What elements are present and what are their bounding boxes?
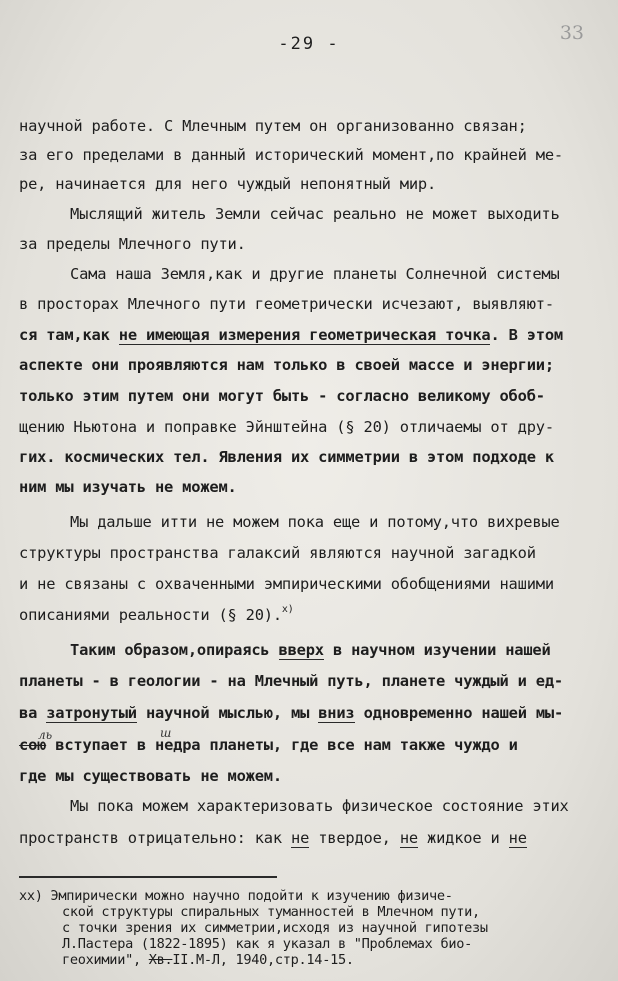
text-segment: вступает в недра планеты, где все нам также чуждо и: [55, 736, 518, 754]
text-line: структуры пространства галаксий являются научной загадкой: [19, 544, 536, 562]
footnote-line: с точки зрения их симметрии,исходя из научной гипотезы: [62, 920, 488, 936]
footnote-marker: х): [281, 604, 294, 615]
text-line: гих. космических тел. Явления их симметрии в этом подходе к: [19, 448, 554, 466]
text-line: [19, 326, 599, 344]
footnote-line: Л.Пастера (1822-1895) как я указал в "Проблемах био-: [62, 936, 472, 952]
text-line: Мы дальше итти не можем пока еще и потому,что вихревые: [70, 513, 560, 531]
underlined-phrase: не имеющая измерения геометрическая точка: [118, 326, 491, 344]
text-line: где мы существовать не можем.: [19, 767, 282, 785]
text-line: Сама наша Земля,как и другие планеты Солнечной системы: [70, 265, 560, 283]
struck-text: сою: [19, 736, 47, 754]
text-line: Мы пока можем характеризовать физическое состояние этих: [70, 797, 569, 815]
text-segment: одновременно нашей мы-: [363, 704, 564, 722]
text-segment: научной мыслью, мы: [145, 704, 310, 722]
underlined-word: вверх: [278, 641, 324, 659]
text-line: и не связаны с охваченными эмпирическими обобщениями нашими: [19, 575, 554, 593]
text-line: [70, 641, 600, 659]
text-segment: . В этом: [490, 326, 563, 344]
text-line: Мыслящий житель Земли сейчас реально не может выходить: [70, 205, 560, 223]
text-segment: жидкое и: [427, 829, 500, 847]
text-line: аспекте они проявляются нам только в своей массе и энергии;: [19, 356, 554, 374]
text-segment: ся там,как: [19, 326, 110, 344]
text-line: щению Ньютона и поправке Эйнштейна (§ 20) отличаемы от дру-: [19, 418, 554, 436]
text-line: за пределы Млечного пути.: [19, 235, 246, 253]
text-segment: твердое,: [318, 829, 391, 847]
underlined-word: не: [508, 829, 527, 847]
handwritten-mark: ш: [160, 726, 172, 740]
underlined-word: не: [291, 829, 310, 847]
text-line: ре, начинается для него чуждый непонятный мир.: [19, 175, 437, 193]
text-line: [19, 829, 599, 847]
text-line: [19, 606, 599, 624]
underlined-word: вниз: [318, 704, 355, 722]
footnote-separator: [19, 876, 277, 878]
text-line: планеты - в геологии - на Млечный путь, планете чуждый и ед-: [19, 672, 563, 690]
text-segment: ва: [19, 704, 38, 722]
underlined-word: не: [399, 829, 418, 847]
text-line: [19, 736, 599, 754]
footnote-line: ской структуры спиральных туманностей в Млечном пути,: [62, 904, 480, 920]
text-line: за его пределами в данный исторический момент,по крайней ме-: [19, 146, 563, 164]
text-line: [19, 704, 599, 722]
text-segment: II.М-Л, 1940,стр.14-15.: [172, 952, 354, 968]
handwritten-correction: ль: [38, 728, 53, 742]
archive-page-number: 33: [559, 22, 584, 44]
text-segment: Таким образом,опираясь: [70, 641, 270, 659]
text-segment: описаниями реальности (§ 20).: [19, 606, 282, 624]
footnote-line: [62, 952, 618, 968]
text-line: ним мы изучать не можем.: [19, 478, 237, 496]
text-line: в просторах Млечного пути геометрически исчезают, выявляют-: [19, 295, 554, 313]
underlined-word: затронутый: [46, 704, 137, 722]
text-segment: пространств отрицательно: как: [19, 829, 282, 847]
footnote-line: хх) Эмпирически можно научно подойти к изучению физиче-: [19, 888, 453, 904]
text-line: научной работе. С Млечным путем он организованно связан;: [19, 117, 527, 135]
text-segment: в научном изучении нашей: [332, 641, 551, 659]
text-segment: геохимии",: [62, 952, 141, 968]
struck-text: Хв.: [148, 952, 173, 968]
page-number: -29 -: [278, 34, 340, 54]
text-line: только этим путем они могут быть - согласно великому обоб-: [19, 387, 545, 405]
